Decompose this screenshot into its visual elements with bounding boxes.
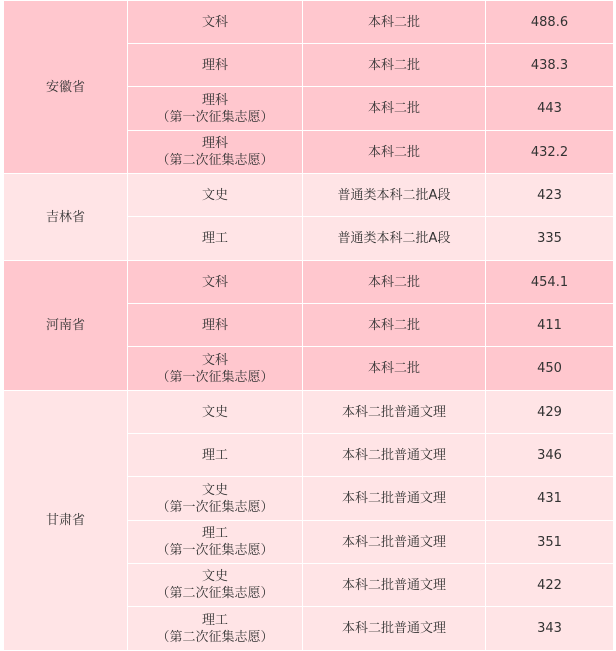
subject-cell [128, 607, 303, 651]
score-cell: 411 [486, 304, 614, 347]
province-cell: 河南省 [4, 261, 128, 391]
batch-cell: 本科二批普通文理 [303, 521, 486, 564]
subject-label: 文科 [201, 274, 228, 290]
subject-label: 文史 [201, 187, 228, 203]
province-cell: 吉林省 [4, 174, 128, 261]
batch-cell: 本科二批普通文理 [303, 607, 486, 651]
score-cell: 429 [486, 391, 614, 434]
batch-cell: 本科二批 [303, 1, 486, 44]
table-row [4, 174, 614, 217]
score-cell: 335 [486, 217, 614, 261]
subject-label: 文史 [201, 482, 228, 498]
subject-cell [128, 477, 303, 521]
batch-cell: 本科二批 [303, 261, 486, 304]
batch-cell: 本科二批 [303, 304, 486, 347]
province-cell: 安徽省 [4, 1, 128, 174]
score-cell: 422 [486, 564, 614, 607]
subject-cell [128, 521, 303, 564]
table-row [4, 261, 614, 304]
subject-cell [128, 87, 303, 131]
subject-note: （第一次征集志愿） [156, 109, 274, 125]
batch-cell: 本科二批 [303, 347, 486, 391]
subject-cell [128, 261, 303, 304]
admission-score-table [3, 0, 614, 651]
batch-cell: 普通类本科二批A段 [303, 217, 486, 261]
subject-note: （第二次征集志愿） [156, 153, 274, 168]
score-cell: 432.2 [486, 131, 614, 174]
score-cell: 351 [486, 521, 614, 564]
subject-cell [128, 131, 303, 174]
subject-label: 理科 [201, 317, 228, 333]
batch-cell: 普通类本科二批A段 [303, 174, 486, 217]
batch-cell: 本科二批 [303, 131, 486, 174]
score-cell: 346 [486, 434, 614, 477]
subject-cell [128, 391, 303, 434]
subject-cell [128, 217, 303, 261]
score-cell: 423 [486, 174, 614, 217]
subject-cell [128, 564, 303, 607]
batch-cell: 本科二批 [303, 44, 486, 87]
subject-note: （第一次征集志愿） [156, 543, 274, 558]
score-cell: 450 [486, 347, 614, 391]
table-body [4, 1, 614, 651]
batch-cell: 本科二批 [303, 87, 486, 131]
batch-cell: 本科二批普通文理 [303, 391, 486, 434]
subject-note: （第一次征集志愿） [156, 499, 274, 515]
subject-label: 理科 [201, 136, 228, 151]
subject-cell [128, 347, 303, 391]
subject-cell [128, 174, 303, 217]
subject-label: 理工 [201, 447, 228, 463]
province-cell: 甘肃省 [4, 391, 128, 651]
score-cell: 438.3 [486, 44, 614, 87]
subject-label: 文科 [201, 352, 228, 368]
batch-cell: 本科二批普通文理 [303, 564, 486, 607]
subject-cell [128, 1, 303, 44]
batch-cell: 本科二批普通文理 [303, 434, 486, 477]
subject-cell [128, 434, 303, 477]
score-cell: 343 [486, 607, 614, 651]
score-cell: 431 [486, 477, 614, 521]
score-cell: 443 [486, 87, 614, 131]
subject-label: 理工 [201, 612, 228, 628]
subject-label: 理科 [201, 57, 228, 73]
subject-note: （第二次征集志愿） [156, 586, 274, 601]
score-cell: 488.6 [486, 1, 614, 44]
subject-label: 文史 [201, 404, 228, 420]
subject-cell [128, 44, 303, 87]
table-row [4, 391, 614, 434]
subject-label: 文史 [201, 569, 228, 584]
subject-note: （第二次征集志愿） [156, 629, 274, 645]
score-cell: 454.1 [486, 261, 614, 304]
subject-label: 理工 [201, 526, 228, 541]
subject-label: 文科 [201, 14, 228, 30]
subject-cell [128, 304, 303, 347]
subject-label: 理工 [201, 231, 228, 246]
table-row [4, 1, 614, 44]
batch-cell: 本科二批普通文理 [303, 477, 486, 521]
subject-note: （第一次征集志愿） [156, 369, 274, 385]
subject-label: 理科 [201, 92, 228, 108]
